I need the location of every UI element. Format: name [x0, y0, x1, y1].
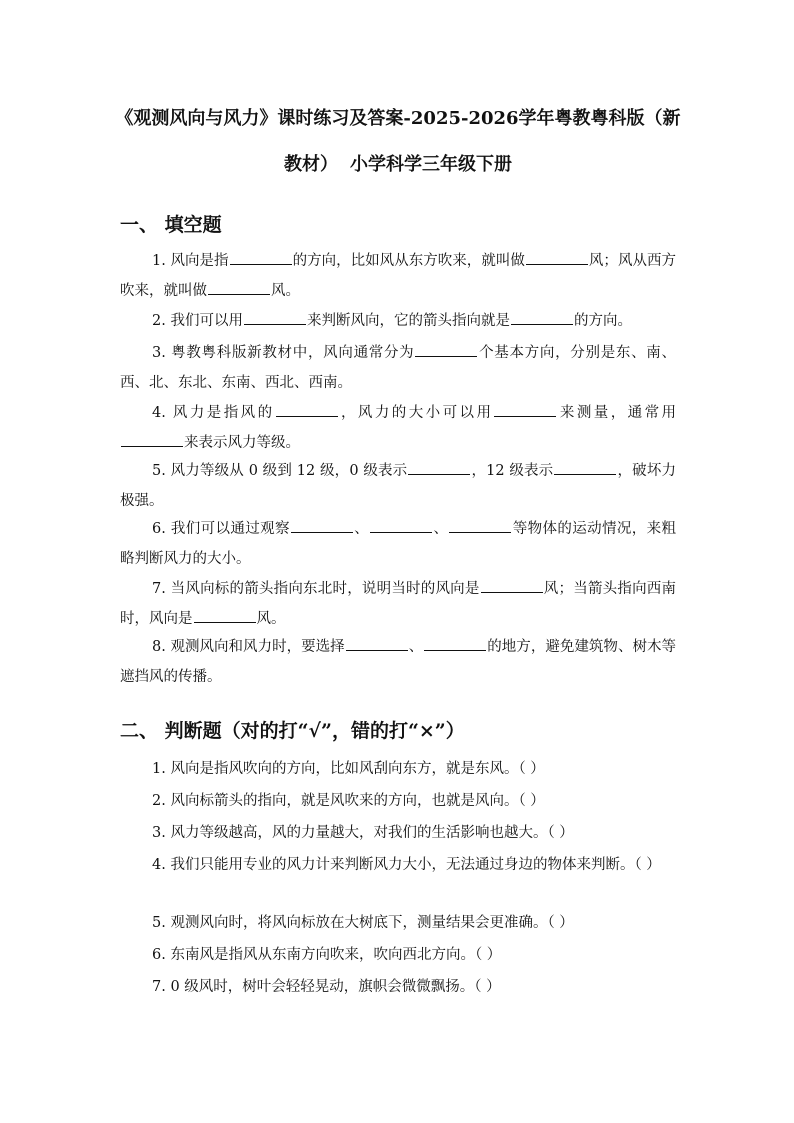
question-text: 、 — [433, 521, 449, 537]
answer-blank[interactable] — [449, 517, 511, 533]
answer-blank[interactable] — [244, 309, 306, 325]
question-text: 个基本方向，分别是东、南、西、北、东北、东南、西北、西南。 — [120, 345, 676, 391]
section-heading-true-false: 二、 判断题（对的打“√”，错的打“×”） — [120, 720, 465, 742]
answer-blank[interactable] — [230, 249, 292, 265]
question-text: 4. 风力是指风的 — [152, 405, 275, 421]
question-text: 、 — [353, 521, 370, 537]
answer-blank[interactable] — [370, 517, 432, 533]
fill-blank-question — [120, 514, 676, 574]
answer-blank[interactable] — [494, 401, 556, 417]
true-false-question: 6. 东南风是指风从东南方向吹来，吹向西北方向。（ ） — [152, 947, 502, 963]
question-text: 、 — [408, 639, 424, 655]
answer-blank[interactable] — [346, 635, 408, 651]
fill-blank-question — [120, 632, 676, 692]
answer-blank[interactable] — [511, 309, 573, 325]
question-text: 6. 我们可以通过观察 — [152, 521, 290, 537]
question-text: 8. 观测风向和风力时，要选择 — [152, 639, 345, 655]
question-text: 等物体的运动情况，来粗略判断风力的大小。 — [120, 521, 677, 567]
question-text: 来判断风向，它的箭头指向就是 — [306, 313, 510, 329]
question-text: 来表示风力等级。 — [184, 435, 300, 451]
true-false-question: 5. 观测风向时，将风向标放在大树底下，测量结果会更准确。（ ） — [152, 915, 574, 931]
title-line-2-part-a: 教材） — [284, 154, 338, 175]
answer-blank[interactable] — [121, 431, 183, 447]
true-false-question: 2. 风向标箭头的指向，就是风吹来的方向，也就是风向。（ ） — [152, 793, 545, 809]
answer-blank[interactable] — [408, 459, 470, 475]
answer-blank[interactable] — [554, 459, 616, 475]
true-false-question: 3. 风力等级越高，风的力量越大，对我们的生活影响也越大。（ ） — [152, 825, 574, 841]
fill-blank-question — [120, 398, 676, 458]
question-text: 的方向，比如风从东方吹来，就叫做 — [292, 253, 525, 269]
question-text: 风；当箭头指向西南时，风向是 — [120, 581, 676, 627]
true-false-question: 1. 风向是指风吹向的方向，比如风刮向东方，就是东风。（ ） — [152, 761, 545, 777]
fill-blank-question — [120, 574, 676, 634]
answer-blank[interactable] — [276, 401, 338, 417]
question-text: 的地方，避免建筑物、树木等遮挡风的传播。 — [120, 639, 677, 685]
answer-blank[interactable] — [481, 577, 543, 593]
title-line-1: 《观测风向与风力》课时练习及答案-2025-2026学年粤教粤科版（新 — [115, 108, 681, 129]
question-text: 1. 风向是指 — [152, 253, 229, 269]
question-text: ，风力的大小可以用 — [338, 405, 494, 421]
question-text: 来测量，通常用 — [557, 405, 677, 421]
section-heading-fill-blank: 一、 填空题 — [120, 214, 222, 236]
title-line-2-part-b: 小学科学三年级下册 — [350, 154, 512, 175]
question-text: 风。 — [256, 611, 286, 627]
question-text: ，12 级表示 — [471, 463, 554, 479]
question-text: 风；风从西方吹来，就叫做 — [120, 253, 677, 299]
question-text: 7. 当风向标的箭头指向东北时，说明当时的风向是 — [152, 581, 480, 597]
true-false-question: 7. 0 级风时，树叶会轻轻晃动，旗帜会微微飘扬。（ ） — [152, 979, 501, 995]
question-text: 风。 — [271, 283, 300, 299]
document-title — [112, 96, 684, 188]
answer-blank[interactable] — [291, 517, 353, 533]
title-line-2 — [112, 142, 684, 188]
question-text: 3. 粤教粤科版新教材中，风向通常分为 — [152, 345, 415, 361]
fill-blank-question — [120, 246, 676, 306]
fill-blank-question — [120, 456, 676, 516]
question-text: 5. 风力等级从 0 级到 12 级，0 级表示 — [152, 463, 408, 479]
answer-blank[interactable] — [208, 279, 270, 295]
fill-blank-question — [120, 338, 676, 398]
true-false-question: 4. 我们只能用专业的风力计来判断风力大小，无法通过身边的物体来判断。（ ） — [152, 857, 661, 873]
question-text: 2. 我们可以用 — [152, 313, 243, 329]
answer-blank[interactable] — [424, 635, 486, 651]
question-text: 的方向。 — [573, 313, 632, 329]
question-text: ，破坏力极强。 — [120, 463, 677, 509]
answer-blank[interactable] — [415, 341, 477, 357]
answer-blank[interactable] — [194, 607, 256, 623]
answer-blank[interactable] — [526, 249, 588, 265]
fill-blank-question — [120, 306, 676, 336]
